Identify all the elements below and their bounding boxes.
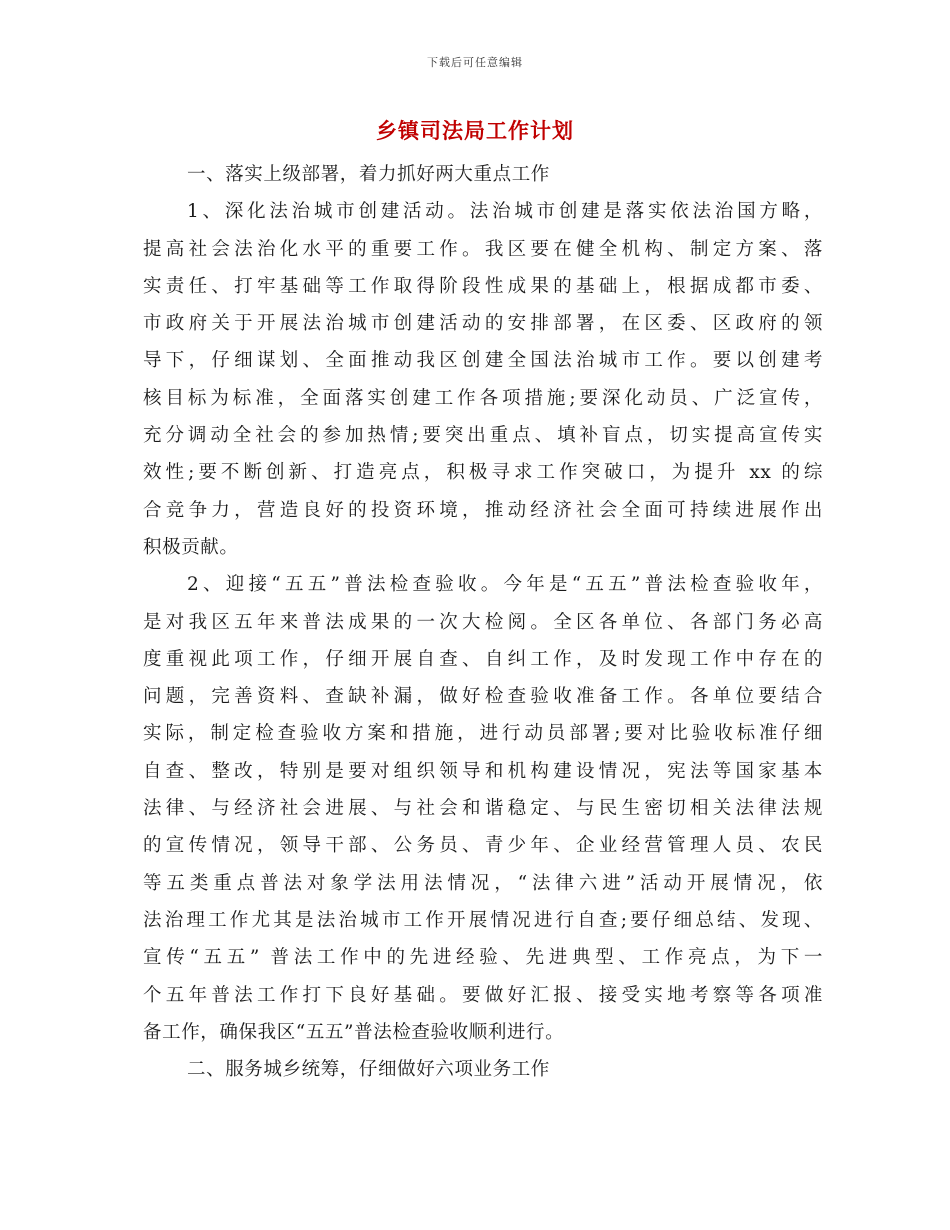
paragraph-line: 备工作，确保我区“五五”普法检查验收顺利进行。 — [143, 1021, 565, 1043]
page-header: 下载后可任意编辑 — [427, 56, 523, 69]
paragraph-line: 导下，仔细谋划、全面推动我区创建全国法治城市工作。要以创建考 — [143, 350, 823, 372]
paragraph-line: 实责任、打牢基础等工作取得阶段性成果的基础上，根据成都市委、 — [143, 275, 823, 297]
paragraph-line: 提高社会法治化水平的重要工作。我区要在健全机构、制定方案、落 — [143, 238, 823, 260]
paragraph-line: 度重视此项工作，仔细开展自查、自纠工作，及时发现工作中存在的 — [143, 648, 823, 670]
paragraph-line: 宣传“五五” 普法工作中的先进经验、先进典型、工作亮点，为下一 — [143, 947, 823, 969]
paragraph-line: 等五类重点普法对象学法用法情况，“法律六进”活动开展情况，依 — [143, 872, 823, 894]
document-title: 乡镇司法局工作计划 — [376, 118, 574, 143]
paragraph-line: 的宣传情况，领导干部、公务员、青少年、企业经营管理人员、农民 — [143, 835, 823, 857]
paragraph-line: 个五年普法工作打下良好基础。要做好汇报、接受实地考察等各项准 — [143, 984, 823, 1006]
paragraph-line: 法律、与经济社会进展、与社会和谐稳定、与民生密切相关法律法规 — [143, 798, 823, 820]
paragraph-line: 实际，制定检查验收方案和措施，进行动员部署;要对比验收标准仔细 — [143, 723, 823, 745]
paragraph-line: 核目标为标准，全面落实创建工作各项措施;要深化动员、广泛宣传， — [143, 387, 823, 409]
section-heading-1: 一、落实上级部署，着力抓好两大重点工作 — [187, 164, 550, 185]
paragraph-line: 效性;要不断创新、打造亮点，积极寻求工作突破口，为提升 xx 的综 — [143, 462, 823, 484]
paragraph-line: 自查、整改，特别是要对组织领导和机构建设情况，宪法等国家基本 — [143, 760, 823, 782]
section-heading-2: 二、服务城乡统筹，仔细做好六项业务工作 — [187, 1059, 550, 1081]
paragraph-line: 问题，完善资料、查缺补漏，做好检查验收准备工作。各单位要结合 — [143, 686, 823, 708]
paragraph-line: 积极贡献。 — [143, 536, 239, 558]
paragraph-line: 充分调动全社会的参加热情;要突出重点、填补盲点，切实提高宣传实 — [143, 425, 823, 447]
paragraph-line: 法治理工作尤其是法治城市工作开展情况进行自查;要仔细总结、发现、 — [143, 909, 823, 931]
paragraph-line: 合竞争力，营造良好的投资环境，推动经济社会全面可持续进展作出 — [143, 499, 823, 521]
document-body — [143, 160, 823, 1092]
paragraph-line: 2、迎接“五五”普法检查验收。今年是“五五”普法检查验收年， — [187, 574, 823, 596]
paragraph-line: 是对我区五年来普法成果的一次大检阅。全区各单位、各部门务必高 — [143, 611, 823, 633]
paragraph-line: 市政府关于开展法治城市创建活动的安排部署，在区委、区政府的领 — [143, 313, 823, 335]
paragraph-line: 1、深化法治城市创建活动。法治城市创建是落实依法治国方略， — [187, 201, 823, 223]
